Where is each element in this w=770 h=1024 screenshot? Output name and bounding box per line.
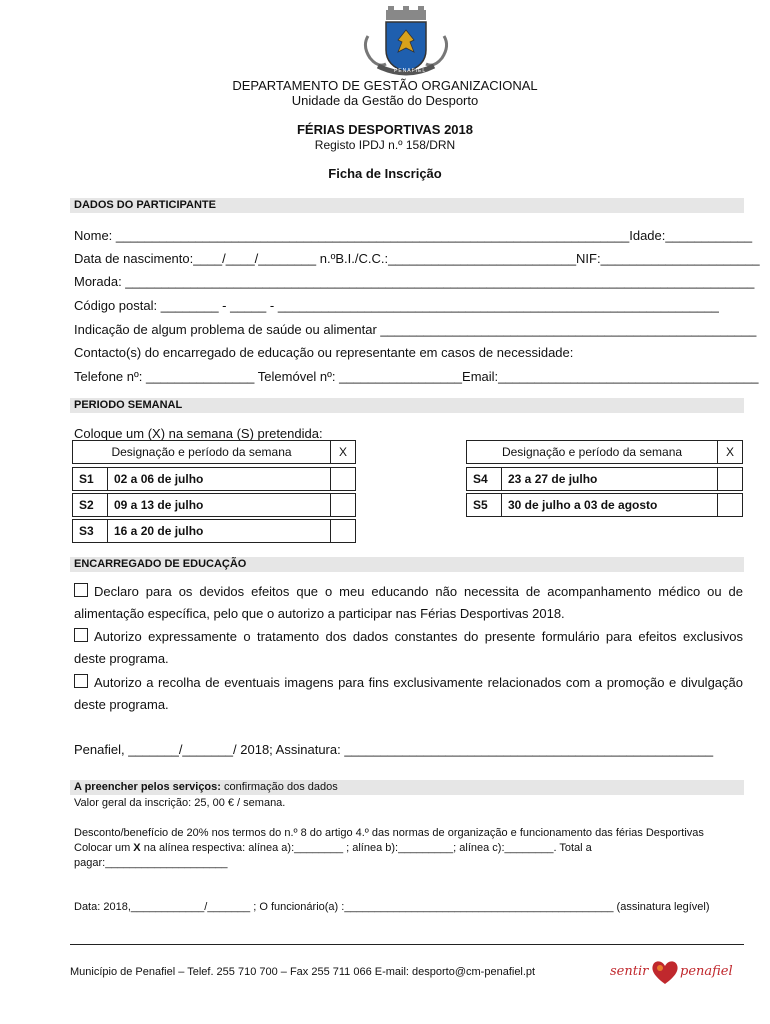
telefone-field[interactable]: Telefone nº: _______________ Telemóvel nº: _________________Email:____________________________________ [74, 369, 759, 384]
week-code: S5 [467, 494, 502, 517]
valor-inscricao: Valor geral da inscrição: 25, 00 € / semana. [74, 797, 286, 809]
week-code: S1 [73, 468, 108, 491]
table-header-x: X [331, 441, 356, 464]
morada-field[interactable]: Morada: _______________________________________________________________________________________ [74, 274, 755, 289]
week-dates: 16 a 20 de julho [108, 520, 331, 543]
autorizo-dados-paragraph [74, 626, 743, 670]
table-header-x: X [718, 441, 743, 464]
table-row [73, 494, 356, 517]
document-title: FÉRIAS DESPORTIVAS 2018 [296, 122, 474, 137]
section-heading-periodo: PERIODO SEMANAL [70, 398, 744, 413]
desconto-line-2[interactable] [74, 842, 592, 854]
declaro-text: Declaro para os devidos efeitos que o meu educando não necessita de acompanhamento médico ou de alimentação específica, pelo que o autorizo a participar nas Férias Desportivas 2018. [74, 584, 743, 621]
table-row [73, 468, 356, 491]
servicos-heading-bold: A preencher pelos serviços: [74, 781, 221, 793]
weeks-table-right [466, 440, 743, 517]
week-dates: 30 de julho a 03 de agosto [502, 494, 718, 517]
periodo-instruction: Coloque um (X) na semana (S) pretendida: [74, 426, 323, 441]
week-checkbox-s2[interactable] [331, 494, 356, 517]
nascimento-field[interactable]: Data de nascimento:____/____/________ n.ºB.I./C.C.:__________________________NIF:______________________ [74, 251, 760, 266]
section-heading-encarregado: ENCARREGADO DE EDUCAÇÃO [70, 557, 744, 572]
declaro-checkbox[interactable] [74, 583, 88, 597]
autorizo-imagens-text: Autorizo a recolha de eventuais imagens para fins exclusivamente relacionados com a promoção e divulgação deste programa. [74, 675, 743, 712]
form-title: Ficha de Inscrição [328, 166, 442, 181]
unit-title: Unidade da Gestão do Desporto [291, 93, 479, 108]
autorizo-dados-checkbox[interactable] [74, 628, 88, 642]
table-header-designacao: Designação e período da semana [467, 441, 718, 464]
weeks-table-left [72, 440, 356, 543]
logo-text-sentir: sentir [610, 964, 649, 979]
table-row [467, 468, 743, 491]
week-code: S2 [73, 494, 108, 517]
week-dates: 23 a 27 de julho [502, 468, 718, 491]
table-header-designacao: Designação e período da semana [73, 441, 331, 464]
week-code: S4 [467, 468, 502, 491]
desconto-x: X [133, 842, 141, 854]
saude-field[interactable]: Indicação de algum problema de saúde ou alimentar ____________________________________________________ [74, 322, 757, 337]
codigo-postal-field[interactable]: Código postal: ________ - _____ - _____________________________________________________________ [74, 298, 719, 313]
desconto-line-1: Desconto/benefício de 20% nos termos do n.º 8 do artigo 4.º das normas de organização e funcionamento das férias Desportivas [74, 827, 704, 839]
autorizo-dados-text: Autorizo expressamente o tratamento dos dados constantes do presente formulário para efeitos exclusivos deste programa. [74, 629, 743, 666]
crest-ribbon-text: PENAFIEL [394, 68, 427, 74]
week-checkbox-s4[interactable] [718, 468, 743, 491]
assinatura-field[interactable]: Penafiel, _______/_______/ 2018; Assinatura: ___________________________________________________ [74, 742, 714, 757]
autorizo-imagens-checkbox[interactable] [74, 674, 88, 688]
section-heading-servicos [70, 780, 744, 795]
contactos-label: Contacto(s) do encarregado de educação ou representante em casos de necessidade: [74, 345, 574, 360]
week-checkbox-s5[interactable] [718, 494, 743, 517]
week-code: S3 [73, 520, 108, 543]
heart-icon [650, 958, 680, 986]
footer-divider [70, 944, 744, 945]
declaro-paragraph [74, 581, 743, 625]
servicos-heading-rest: confirmação dos dados [220, 781, 338, 793]
footer-contact: Município de Penafiel – Telef. 255 710 700 – Fax 255 711 066 E-mail: desporto@cm-penafiel.pt [70, 966, 536, 978]
municipal-crest [356, 6, 456, 78]
autorizo-imagens-paragraph [74, 672, 743, 716]
sentir-penafiel-logo [610, 956, 740, 988]
section-heading-participante: DADOS DO PARTICIPANTE [70, 198, 744, 213]
pagar-field[interactable]: pagar:____________________ [74, 857, 228, 869]
nome-field[interactable]: Nome: _______________________________________________________________________Idade:____________ [74, 228, 753, 243]
desconto-line-2b: na alínea respectiva: alínea a):________ ; alínea b):_________; alínea c):________. Total a [140, 842, 592, 854]
week-dates: 09 a 13 de julho [108, 494, 331, 517]
data-funcionario-field[interactable]: Data: 2018,____________/_______ ; O funcionário(a) :____________________________________________ (assinatura legível) [74, 901, 710, 913]
week-checkbox-s3[interactable] [331, 520, 356, 543]
week-checkbox-s1[interactable] [331, 468, 356, 491]
registo-number: Registo IPDJ n.º 158/DRN [314, 138, 456, 152]
logo-text-penafiel: penafiel [680, 964, 733, 979]
table-row [73, 520, 356, 543]
desconto-line-2a: Colocar um [74, 842, 134, 854]
department-title: DEPARTAMENTO DE GESTÃO ORGANIZACIONAL [232, 78, 538, 93]
table-row [467, 494, 743, 517]
week-dates: 02 a 06 de julho [108, 468, 331, 491]
